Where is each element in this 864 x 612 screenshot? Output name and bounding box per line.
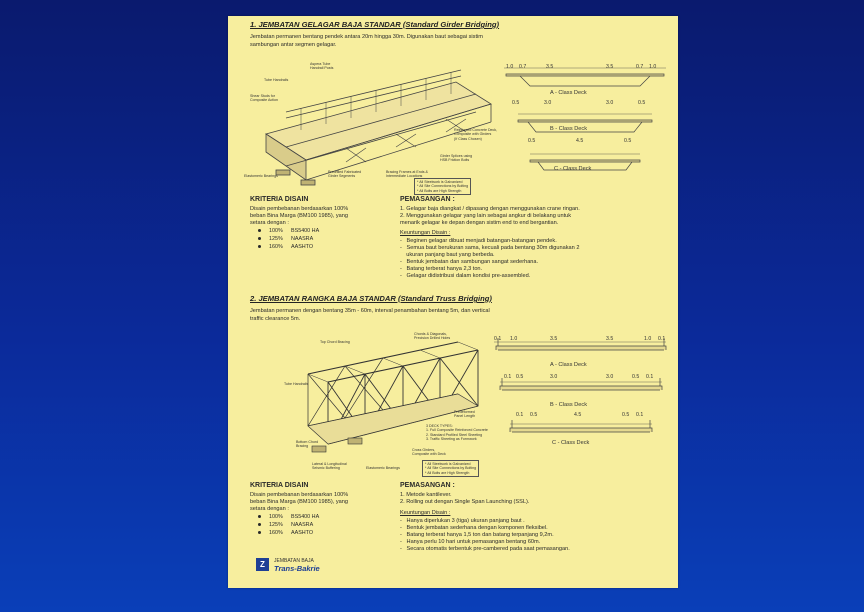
- dim2-c1: 0.1: [516, 412, 524, 418]
- keuntungan-2-2: - Bentuk jembatan sederhana dengan komponen fleksibel.: [400, 525, 548, 531]
- pemasangan-1-item-2: 2. Menggunakan gelagar yang lain sebagai angkur di belakang untuk: [400, 213, 572, 219]
- kriteria-item-1-1: 100% BS5400 HA: [258, 228, 319, 235]
- kriteria-text-1b: beban Bina Marga (BM100 1985), yang: [250, 213, 348, 219]
- label-chords: Chords & Diagonals, Precision Drilled Holes: [414, 332, 451, 341]
- deck-c-label-2: C - Class Deck: [552, 440, 590, 446]
- label-lateral: Lateral & Longitudinal Seismic Buffering: [312, 462, 347, 471]
- dim2-c3: 4.5: [574, 412, 582, 418]
- pemasangan-heading-2: PEMASANGAN :: [400, 482, 455, 489]
- kriteria-text-2b: beban Bina Marga (BM100 1985), yang: [250, 499, 348, 505]
- dim-c1: 0.5: [528, 138, 536, 144]
- section2-intro-1: Jembatan permanen dengan bentang 35m - 60m, interval penambahan bentang 5m, dan vertical: [250, 308, 490, 314]
- label-tube-handrails-2: Tube Handrails: [284, 382, 309, 386]
- label-prefab-segments: Predrilled Fabricated Girder Segments: [328, 170, 362, 179]
- notes-box-2: * All Steelwork is Galvanized * All Site Connections by Bolting * All Bolts are High Strength: [422, 460, 479, 477]
- label-reinforced-deck: Reinforced Concrete Deck, Composite with Girders (If Class Chosen): [454, 128, 498, 141]
- keuntungan-2-1: - Hanya diperlukan 3 (tiga) ukuran panjang baut .: [400, 518, 525, 524]
- dim2-a5: 1.0: [644, 336, 652, 342]
- notes-box-1: * All Steelwork is Galvanized * All Site Connections by Bolting * All Bolts are High Strength: [414, 178, 471, 195]
- label-elastomeric-2: Elastomeric Bearings: [366, 466, 400, 470]
- pemasangan-heading-1: PEMASANGAN :: [400, 196, 455, 203]
- document-sheet: [228, 16, 678, 588]
- dim2-b2: 0.5: [516, 374, 524, 380]
- dim-c2: 4.5: [576, 138, 584, 144]
- deck-a-label-2: A - Class Deck: [550, 362, 587, 368]
- dim-a6: 1.0: [649, 64, 657, 70]
- label-elastomeric: Elastomeric Bearings: [244, 174, 278, 178]
- dim-b2: 3.0: [544, 100, 552, 106]
- deck-c-label-1: C - Class Deck: [554, 166, 592, 172]
- kriteria-text-2c: setara dengan :: [250, 506, 289, 512]
- label-deck-types: 3 DECK TYPES: 1. Full Composite Reinforced Concrete 2. Standard Profiled Steel Sheeting 3. Traffic Sheeting as Formwork: [426, 424, 488, 442]
- label-cross-girders: Cross Girders, Composite with Deck: [412, 448, 446, 457]
- kriteria-text-2a: Disain pembebanan berdasarkan 100%: [250, 492, 349, 498]
- deck-a-label-1: A - Class Deck: [550, 90, 587, 96]
- kriteria-item-1-3: 160% AASHTO: [258, 244, 313, 251]
- label-girder-splices: Girder Splices using HSB Friction Bolts: [440, 154, 473, 163]
- dim2-a6: 0.1: [658, 336, 666, 342]
- label-predeformed: Predeformed Panel Length: [454, 410, 476, 419]
- keuntungan-2-5: - Secara otomatis terbentuk pre-cambered pada saat pemasangan.: [400, 546, 570, 552]
- label-top-chord: Top Chord Bracing: [320, 340, 350, 344]
- label-shear-studs: Shear Studs for Composite Action: [250, 94, 278, 103]
- keuntungan-1-6: - Gelagar didistribusi dalam kondisi pre-assembled.: [400, 273, 531, 279]
- keuntungan-1-4: - Bentuk jembatan dan sambungan sangat sederhana.: [400, 259, 539, 265]
- dim-b3: 3.0: [606, 100, 614, 106]
- dim-a5: 0.7: [636, 64, 644, 70]
- dim-a3: 3.5: [546, 64, 554, 70]
- dim-a1: 1.0: [506, 64, 514, 70]
- kriteria-text-1a: Disain pembebanan berdasarkan 100%: [250, 206, 349, 212]
- dim2-a3: 3.5: [550, 336, 558, 342]
- dim2-b5: 0.5: [632, 374, 640, 380]
- deck-sections-1: [500, 62, 670, 182]
- dim2-a2: 1.0: [510, 336, 518, 342]
- dim2-a4: 3.5: [606, 336, 614, 342]
- section2-title: 2. JEMBATAN RANGKA BAJA STANDAR (Standard Truss Bridging): [250, 294, 492, 303]
- keuntungan-heading-2: Keuntungan Disain :: [400, 510, 451, 516]
- dim-b1: 0.5: [512, 100, 520, 106]
- company-logo-icon: Z: [256, 558, 269, 571]
- dim2-c5: 0.1: [636, 412, 644, 418]
- dim2-b1: 0.1: [504, 374, 512, 380]
- keuntungan-1-1: - Beginen gelagar dibuat menjadi batangan-batangan pendek.: [400, 238, 557, 244]
- deck-b-label-1: B - Class Deck: [550, 126, 587, 132]
- dim-a2: 0.7: [519, 64, 527, 70]
- dim-b4: 0.5: [638, 100, 646, 106]
- kriteria-item-2-3: 160% AASHTO: [258, 530, 313, 537]
- section1-intro-2: sambungan antar segmen gelagar.: [250, 42, 337, 48]
- dim-c3: 0.5: [624, 138, 632, 144]
- kriteria-item-2-2: 125% NAASRA: [258, 522, 313, 529]
- keuntungan-1-2: - Semua baut berukuran sama, kecuali pada bentang 30m digunakan 2: [400, 245, 580, 251]
- dim2-c2: 0.5: [530, 412, 538, 418]
- section1-title: 1. JEMBATAN GELAGAR BAJA STANDAR (Standard Girder Bridging): [250, 20, 500, 29]
- kriteria-item-2-1: 100% BS5400 HA: [258, 514, 319, 521]
- dim-a4: 3.5: [606, 64, 614, 70]
- dim2-b6: 0.1: [646, 374, 654, 380]
- keuntungan-1-3: ukuran panjang baut yang berbeda.: [406, 252, 495, 258]
- keuntungan-heading-1: Keuntungan Disain :: [400, 230, 451, 236]
- dim2-c4: 0.5: [622, 412, 630, 418]
- pemasangan-2-item-1: 1. Metode kantilever.: [400, 492, 452, 498]
- dim2-a1: 0.1: [494, 336, 502, 342]
- label-aspera: Aspera Tube Handrail Posts: [310, 62, 334, 71]
- dim2-b3: 3.0: [550, 374, 558, 380]
- keuntungan-2-4: - Hanya perlu 10 hari untuk pemasangan bentang 60m.: [400, 539, 541, 545]
- keuntungan-2-3: - Batang terberat hanya 1,5 ton dan batang terpanjang 9,2m.: [400, 532, 554, 538]
- kriteria-heading-2: KRITERIA DISAIN: [250, 482, 309, 489]
- company-line-2: Trans-Bakrie: [274, 564, 320, 573]
- girder-bridge-drawing: [246, 52, 506, 192]
- pemasangan-1-item-1: 1. Gelagar baja diangkat / dipasang dengan menggunakan crane ringan.: [400, 206, 580, 212]
- label-bracing: Bracing Frames at Ends & Intermediate Locations: [386, 170, 428, 179]
- label-tube-handrails: Tube Handrails: [264, 78, 289, 82]
- kriteria-heading-1: KRITERIA DISAIN: [250, 196, 309, 203]
- deck-b-label-2: B - Class Deck: [550, 402, 587, 408]
- section2-intro-2: traffic clearance 5m.: [250, 316, 301, 322]
- keuntungan-1-5: - Batang terberat hanya 2,3 ton.: [400, 266, 483, 272]
- kriteria-item-1-2: 125% NAASRA: [258, 236, 313, 243]
- deck-sections-2: [490, 336, 672, 454]
- pemasangan-1-item-3: menarik gelagar ke depan dengan sistim end to end bergantian.: [400, 220, 559, 226]
- dim2-b4: 3.0: [606, 374, 614, 380]
- label-bottom-chord: Bottom Chord Bracing: [296, 440, 319, 449]
- pemasangan-2-item-2: 2. Rolling out dengan Single Span Launching (SSL).: [400, 499, 530, 505]
- section1-intro-1: Jembatan permanen bentang pendek antara 20m hingga 30m. Digunakan baut sebagai sistim: [250, 34, 483, 40]
- company-line-1: JEMBATAN BAJA: [274, 558, 314, 564]
- kriteria-text-1c: setara dengan :: [250, 220, 289, 226]
